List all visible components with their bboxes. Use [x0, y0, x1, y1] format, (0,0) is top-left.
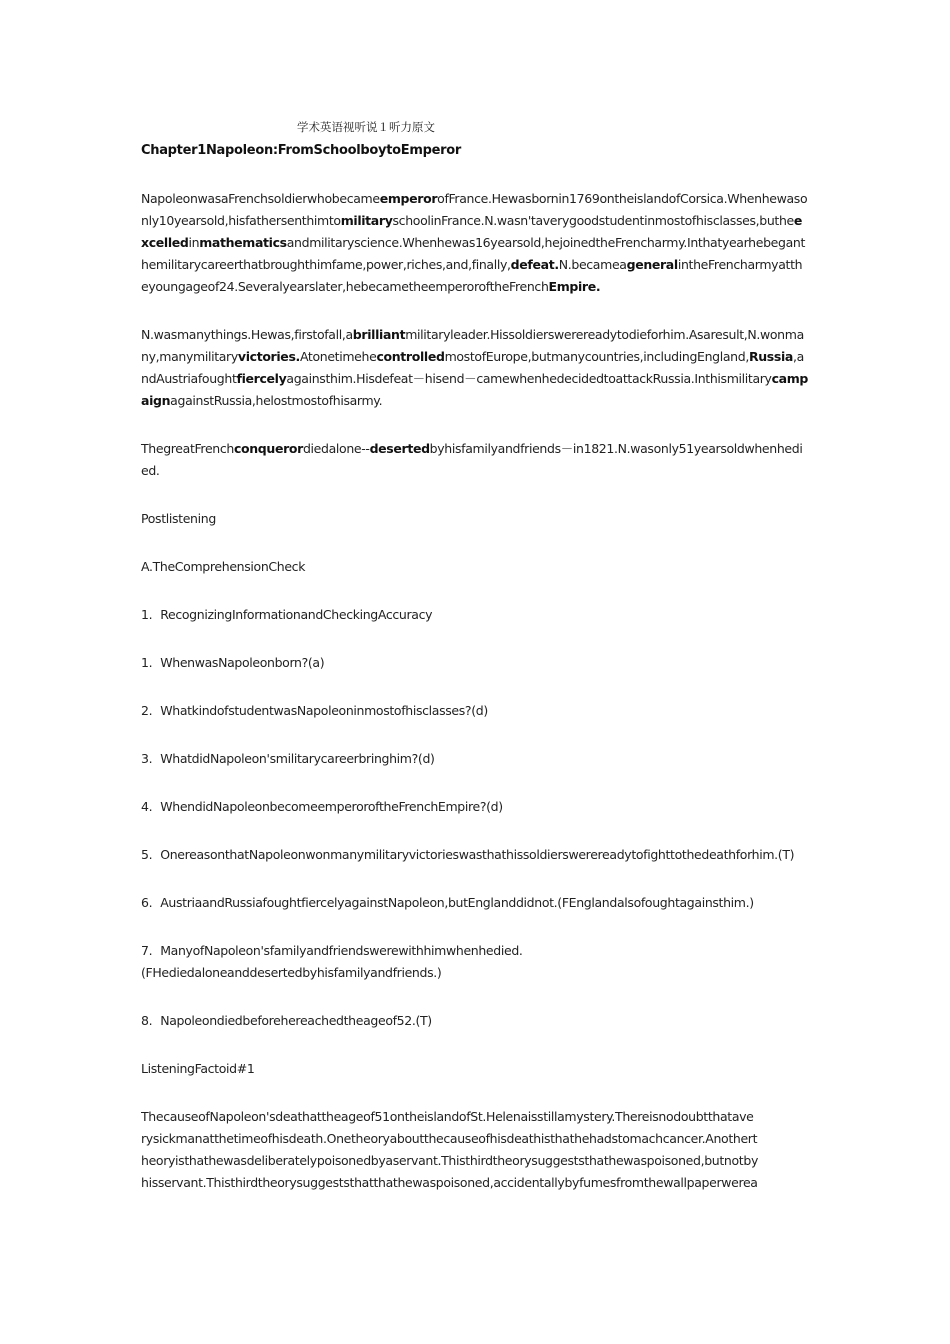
- text-run: andmilitaryscience.Whenhewas16yearsold,hejoinedtheFrencharmy.Inthatyearhebeganthemilitarycareerthatbroughthimfame,power,riches,and,finally,: [141, 235, 806, 272]
- text-run: camewhenhedecidedtoattackRussia.Inthismilitary: [476, 371, 772, 386]
- question-text: ManyofNapoleon'sfamilyandfriendswerewithhimwhenhedied.: [160, 943, 523, 958]
- question-number: 2.: [141, 703, 153, 718]
- question-item: [141, 844, 809, 866]
- text-run: in: [188, 235, 200, 250]
- question-text: AustriaandRussiafoughtfiercelyagainstNapoleon,butEnglanddidnot.(FEnglandalsofoughtagainsthim.): [160, 895, 754, 910]
- vocab-word: controlled: [376, 349, 445, 364]
- factoid-line: rysickmanatthetimeofhisdeath.Onetheoryaboutthecauseofhisdeathisthathehadstomachcancer.Anothert: [141, 1131, 758, 1146]
- text-run: intheFrencharmyattheyoungageof24.Severalyearslater,hebecametheemperoroftheFrench: [141, 257, 803, 294]
- factoid-paragraph: [141, 1106, 809, 1194]
- text-run: NapoleonwasaFrenchsoldierwhobecame: [141, 191, 380, 206]
- text-run: England,: [697, 349, 749, 364]
- question-item: [141, 652, 809, 674]
- question-answer-note: (FHediedaloneanddesertedbyhisfamilyandfriends.): [141, 965, 442, 980]
- vocab-word: Empire.: [548, 279, 601, 294]
- heading-listening-factoid: ListeningFactoid#1: [141, 1061, 255, 1076]
- section-number: 1.: [141, 607, 153, 622]
- vocab-word: excelled: [141, 213, 802, 250]
- question-number: 5.: [141, 847, 153, 862]
- question-text: OnereasonthatNapoleonwonmanymilitaryvictorieswasthathissoldierswerereadytofighttothedeathforhim.(T): [160, 847, 795, 862]
- question-item: [141, 796, 809, 818]
- text-run: Whenhewasonly10yearsold,hisfathersenthimto: [141, 191, 808, 228]
- chapter-title: Chapter1Napoleon:FromSchoolboytoEmperor: [141, 143, 461, 158]
- vocab-word: military: [340, 213, 393, 228]
- vocab-word: victories.: [237, 349, 300, 364]
- question-number: 1.: [141, 655, 153, 670]
- text-run: militaryleader.Hissoldierswerereadytodieforhim.Asaresult,: [405, 327, 748, 342]
- vocab-word: campaign: [141, 371, 809, 408]
- text-run: ,andAustriafought: [141, 349, 804, 386]
- factoid-line: heoryisthathewasdeliberatelypoisonedbyaservant.Thisthirdtheorysuggeststhathewaspoisoned,butnotby: [141, 1153, 758, 1168]
- paragraph-2: [141, 324, 809, 412]
- text-run: N.becamea: [558, 257, 627, 272]
- question-text: WhenwasNapoleonborn?(a): [160, 655, 325, 670]
- vocab-word: emperor: [379, 191, 438, 206]
- paragraph-3: [141, 438, 809, 482]
- question-item: [141, 748, 809, 770]
- factoid-line: ThecauseofNapoleon'sdeathattheageof51ontheislandofSt.Helenaisstillamystery.Thereisnodoubtthatave: [141, 1109, 754, 1124]
- text-run: byhisfamilyandfriends－: [429, 441, 573, 456]
- question-text: WhendidNapoleonbecomeemperoroftheFrenchEmpire?(d): [160, 799, 503, 814]
- question-item: [141, 892, 809, 914]
- vocab-word: Russia: [748, 349, 793, 364]
- question-number: 4.: [141, 799, 153, 814]
- vocab-word: brilliant: [352, 327, 406, 342]
- text-run: mostofEurope,butmanycountries,including: [444, 349, 698, 364]
- text-run: againstRussia,helostmostofhisarmy.: [170, 393, 383, 408]
- vocab-word: defeat.: [510, 257, 559, 272]
- vocab-word: deserted: [369, 441, 430, 456]
- heading-postlistening: Postlistening: [141, 511, 216, 526]
- text-run: schoolinFrance.N.wasn'taverygoodstudentinmostofhisclasses,buthe: [392, 213, 794, 228]
- text-run: N.wonmany,manymilitary: [141, 327, 804, 364]
- text-run: in1821.N.wasonly51yearsoldwhenhedied.: [141, 441, 803, 478]
- text-run: N.wasmanythings.Hewas,firstofall,a: [141, 327, 353, 342]
- question-number: 6.: [141, 895, 153, 910]
- question-item: [141, 940, 809, 984]
- section-heading-recognizing: [141, 604, 809, 626]
- vocab-word: conqueror: [233, 441, 303, 456]
- text-run: Atonetimehe: [299, 349, 377, 364]
- question-text: WhatdidNapoleon'smilitarycareerbringhim?(d): [160, 751, 435, 766]
- heading-comprehension-check: A.TheComprehensionCheck: [141, 559, 306, 574]
- question-item: [141, 700, 809, 722]
- vocab-word: mathematics: [199, 235, 287, 250]
- text-run: ofFrance.Hewasbornin1769ontheislandofCorsica.: [437, 191, 728, 206]
- text-run: ThegreatFrench: [141, 441, 234, 456]
- section-text: RecognizingInformationandCheckingAccuracy: [160, 607, 433, 622]
- text-run: againsthim.Hisdefeat－hisend－: [286, 371, 477, 386]
- vocab-word: general: [626, 257, 678, 272]
- question-text: Napoleondiedbeforehereachedtheageof52.(T): [160, 1013, 432, 1028]
- page-header: 学术英语视听说１听力原文: [297, 120, 435, 134]
- text-run: diedalone--: [302, 441, 370, 456]
- question-text: WhatkindofstudentwasNapoleoninmostofhisclasses?(d): [160, 703, 488, 718]
- document-body: [141, 140, 809, 1194]
- question-number: 3.: [141, 751, 153, 766]
- paragraph-1: [141, 188, 809, 298]
- question-item: [141, 1010, 809, 1032]
- question-number: 7.: [141, 943, 153, 958]
- factoid-line: hisservant.Thisthirdtheorysuggeststhatthathewaspoisoned,accidentallybyfumesfromthewallpaperwerea: [141, 1175, 758, 1190]
- question-number: 8.: [141, 1013, 153, 1028]
- vocab-word: fiercely: [236, 371, 287, 386]
